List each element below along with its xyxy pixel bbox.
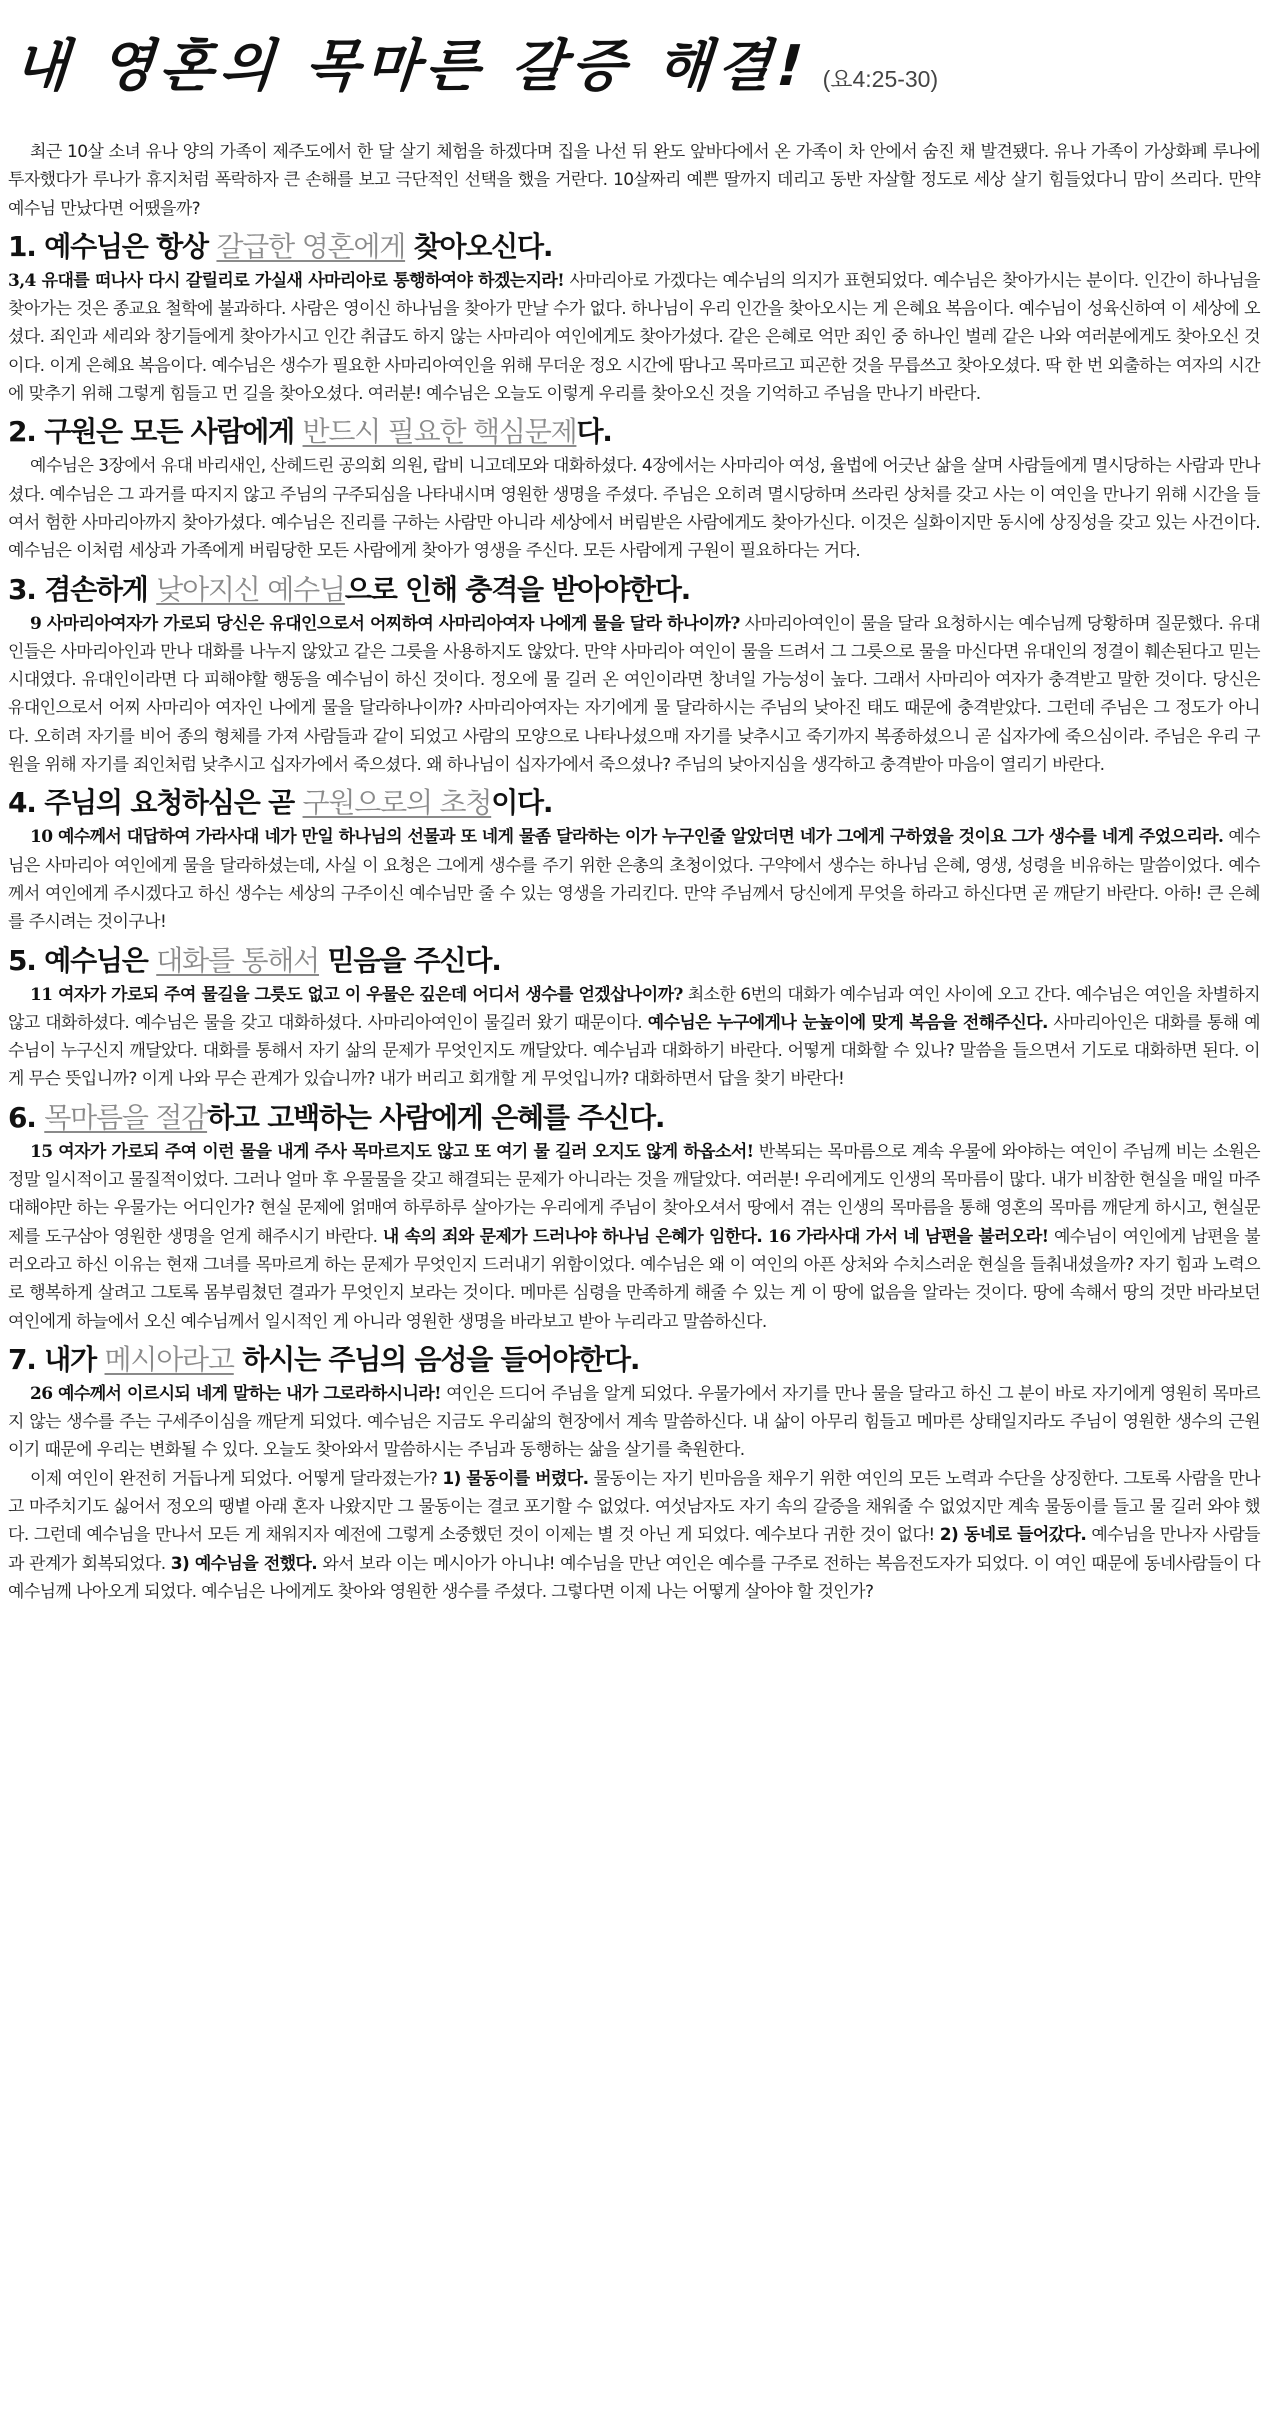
section-paragraph: 3,4 유대를 떠나사 다시 갈릴리로 가실새 사마리아로 통행하여야 하겠는지라! 사마리아로 가겠다는 예수님의 의지가 표현되었다. 예수님은 찾아가시는 분이다. 인간이 하나님을 찾아가는 것은 종교요 철학에 불과하다. 사람은 영이신 하나님을 찾아가 만날 수가 없다. 하나님이 우리 인간을 찾아오시는 게 은혜요 복음이다. 예수님이 성육신하여 이 세상에 오셨다. 죄인과 세리와 창기들에게 찾아가시고 인간 취급도 하지 않는 사마리아 여인에게도 찾아가셨다. 같은 은혜로 억만 죄인 중 하나인 벌레 같은 나와 여러분에게도 찾아오신 것이다. 이게 은혜요 복음이다. 예수님은 생수가 필요한 사마리아여인을 위해 무더운 정오 시간에 땀나고 목마르고 피곤한 것을 무릅쓰고 찾아오셨다. 딱 한 번 외출하는 여자의 시간에 맞추기 위해 그렇게 힘들고 먼 길을 찾아오셨다. 여러분! 예수님은 오늘도 이렇게 우리를 찾아오신 것을 기억하고 주님을 만나기 바란다. — [8, 270, 1260, 405]
section-heading: 7. 내가 메시아라고 하시는 주님의 음성을 들어야한다. — [8, 1342, 640, 1376]
scripture-reference: (요4:25-30) — [822, 66, 939, 92]
emphasis-text: 내 속의 죄와 문제가 드러나야 하나님 은혜가 임한다. — [382, 1226, 763, 1247]
scripture-quote: 10 예수께서 대답하여 가라사대 네가 만일 하나님의 선물과 또 네게 물좀 달라하는 이가 누구인줄 알았더면 네가 그에게 구하였을 것이요 그가 생수를 네게 주었으리라. — [30, 827, 1224, 848]
emphasis-text: 2) 동네로 들어갔다. — [939, 1525, 1087, 1546]
section-2 — [8, 412, 1260, 565]
highlighted-phrase: 반드시 필요한 핵심문제 — [302, 415, 577, 449]
scripture-quote: 16 가라사대 가서 네 남편을 불러오라! — [762, 1226, 1049, 1247]
highlighted-phrase: 메시아라고 — [104, 1342, 234, 1376]
section-1 — [8, 227, 1260, 408]
section-paragraph: 11 여자가 가로되 주여 물길을 그릇도 없고 이 우물은 깊은데 어디서 생수를 얻겠삽나이까? 최소한 6번의 대화가 예수님과 여인 사이에 오고 간다. 예수님은 여인을 차별하지 않고 대화하셨다. 예수님은 물을 갖고 대화하셨다. 사마리아여인이 물길러 왔기 때문이다. 예수님은 누구에게나 눈높이에 맞게 복음을 전해주신다. 사마리아인은 대화를 통해 예수님이 누구신지 깨달았다. 대화를 통해서 자기 삶의 문제가 무엇인지도 깨달았다. 예수님과 대화하기 바란다. 어떻게 대화할 수 있나? 말씀을 들으면서 기도로 대화하면 된다. 이게 무슨 뜻입니까? 이게 나와 무슨 관계가 있습니까? 내가 버리고 회개할 게 무엇입니까? 대화하면서 답을 찾기 바란다! — [8, 984, 1260, 1090]
section-4 — [8, 783, 1260, 936]
highlighted-phrase: 대화를 통해서 — [156, 943, 320, 977]
section-heading: 4. 주님의 요청하심은 곧 구원으로의 초청이다. — [8, 786, 553, 820]
page-title: 내 영혼의 목마른 갈증 해결! — [11, 34, 811, 99]
scripture-quote: 26 예수께서 이르시되 네게 말하는 내가 그로라하시니라! — [30, 1383, 441, 1404]
section-heading: 1. 예수님은 항상 갈급한 영혼에게 찾아오신다. — [8, 229, 553, 263]
scripture-quote: 3,4 유대를 떠나사 다시 갈릴리로 가실새 사마리아로 통행하여야 하겠는지라! — [8, 270, 565, 291]
emphasis-text: 예수님은 누구에게나 눈높이에 맞게 복음을 전해주신다. — [647, 1012, 1048, 1033]
section-paragraph: 9 사마리아여자가 가로되 당신은 유대인으로서 어찌하여 사마리아여자 나에게 물을 달라 하나이까? 사마리아여인이 물을 달라 요청하시는 예수님께 당황하며 질문했다. 유대인들은 사마리아인과 만나 대화를 나누지 않았고 같은 그릇을 사용하지도 않았다. 만약 사마리아 여인이 물을 드려서 그 그릇으로 물을 마신다면 유대인의 정결이 훼손된다고 믿는 시대였다. 유대인이라면 다 피해야할 행동을 예수님이 하신 것이다. 정오에 물 길러 온 여인이라면 창녀일 가능성이 높다. 그래서 사마리아 여자가 충격받고 말한 것이다. 당신은 유대인으로서 어찌 사마리아 여자인 나에게 물을 달라하나이까? 사마리아여자는 자기에게 물 달라하시는 주님의 낮아진 태도 때문에 충격받았다. 그런데 주님은 그 정도가 아니다. 오히려 자기를 비어 종의 형체를 가져 사람들과 같이 되었고 사람의 모양으로 나타나셨으매 자기를 낮추시고 죽기까지 복종하셨으니 곧 십자가에 죽으심이라. 주님은 우리 구원을 위해 자기를 죄인처럼 낮추시고 십자가에서 죽으셨다. 왜 하나님이 십자가에서 죽으셨나? 주님의 낮아지심을 생각하고 충격받아 마음이 열리기 바란다. — [8, 613, 1260, 776]
section-heading: 6. 목마름을 절감하고 고백하는 사람에게 은혜를 주신다. — [8, 1100, 665, 1134]
section-heading: 5. 예수님은 대화를 통해서 믿음을 주신다. — [8, 943, 501, 977]
section-paragraph: 예수님은 3장에서 유대 바리새인, 산헤드린 공의회 의원, 랍비 니고데모와 대화하셨다. 4장에서는 사마리아 여성, 율법에 어긋난 삶을 살며 사람들에게 멸시당하는 사람과 만나셨다. 예수님은 그 과거를 따지지 않고 주님의 구주되심을 나타내시며 영원한 생명을 주셨다. 주님은 오히려 멸시당하며 쓰라린 상처를 갖고 사는 이 여인을 만나기 위해 시간을 들여서 험한 사마리아까지 찾아가셨다. 예수님은 진리를 구하는 사람만 아니라 세상에서 버림받은 사람에게도 찾아가신다. 이것은 실화이지만 동시에 상징성을 갖고 있는 사건이다. 예수님은 이처럼 세상과 가족에게 버림당한 모든 사람에게 찾아가 영생을 주신다. 모든 사람에게 구원이 필요하다는 거다. — [8, 456, 1260, 562]
section-6 — [8, 1098, 1260, 1336]
scripture-quote: 9 사마리아여자가 가로되 당신은 유대인으로서 어찌하여 사마리아여자 나에게 물을 달라 하나이까? — [30, 613, 740, 634]
highlighted-phrase: 구원으로의 초청 — [302, 786, 492, 820]
section-paragraph: 26 예수께서 이르시되 네게 말하는 내가 그로라하시니라! 여인은 드디어 주님을 알게 되었다. 우물가에서 자기를 만나 물을 달라고 하신 그 분이 바로 자기에게 영원히 목마르지 않는 생수를 주는 구세주이심을 깨닫게 되었다. 예수님은 지금도 우리삶의 현장에서 계속 말씀하신다. 내 삶이 아무리 힘들고 메마른 상태일지라도 주님이 영원한 생수의 근원이기 때문에 우리는 변화될 수 있다. 오늘도 찾아와서 말씀하시는 주님과 동행하는 삶을 살기를 축원한다. — [8, 1383, 1260, 1461]
emphasis-text: 3) 예수님을 전했다. — [170, 1553, 318, 1574]
section-paragraph: 15 여자가 가로되 주여 이런 물을 내게 주사 목마르지도 않고 또 여기 물 길러 오지도 않게 하옵소서! 반복되는 목마름으로 계속 우물에 와야하는 여인이 주님께 비는 소원은 정말 일시적이고 물질적이었다. 그러나 얼마 후 우물물을 갖고 해결되는 문제가 아니라는 것을 깨달았다. 여러분! 우리에게도 인생의 목마름이 많다. 내가 비참한 현실을 매일 마주 대해야만 하는 우물가는 어디인가? 현실 문제에 얽매여 하루하루 살아가는 우리에게 주님이 찾아오셔서 땅에서 겪는 인생의 목마름을 통해 영혼의 목마름 깨닫게 하시고, 현실문제를 도구삼아 영원한 생명을 얻게 해주시기 바란다. 내 속의 죄와 문제가 드러나야 하나님 은혜가 임한다. 16 가라사대 가서 네 남편을 불러오라! 예수님이 여인에게 남편을 불러오라고 하신 이유는 현재 그녀를 목마르게 하는 문제가 무엇인지 드러내기 위함이었다. 예수님은 왜 이 여인의 아픈 상처와 수치스러운 현실을 들춰내셨을까? 자기 힘과 노력으로 행복하게 살려고 그토록 몸부림쳤던 결과가 무엇인지 보라는 것이다. 메마른 심령을 만족하게 해줄 수 있는 게 이 땅에 없음을 알라는 것이다. 땅에 속해서 땅의 것만 바라보던 여인에게 하늘에서 오신 예수님께서 일시적인 게 아니라 영원한 생명을 바라보고 받아 누리라고 말씀하신다. — [8, 1141, 1261, 1332]
highlighted-phrase: 낮아지신 예수님 — [156, 572, 345, 606]
header — [8, 6, 1260, 106]
section-heading: 3. 겸손하게 낮아지신 예수님으로 인해 충격을 받아야한다. — [8, 572, 691, 606]
section-paragraph: 10 예수께서 대답하여 가라사대 네가 만일 하나님의 선물과 또 네게 물좀 달라하는 이가 누구인줄 알았더면 네가 그에게 구하였을 것이요 그가 생수를 네게 주었으리라. 예수님은 사마리아 여인에게 물을 달라하셨는데, 사실 이 요청은 그에게 생수를 주기 위한 은총의 초청이었다. 구약에서 생수는 하나님 은혜, 영생, 성령을 비유하는 말씀이었다. 예수께서 여인에게 주시겠다고 하신 생수는 세상의 구주이신 예수님만 줄 수 있는 영생을 가리킨다. 만약 주님께서 당신에게 무엇을 하라고 하신다면 곧 깨닫기 바란다. 아하! 큰 은혜를 주시려는 것이구나! — [8, 827, 1260, 933]
section-3 — [8, 570, 1260, 780]
section-7 — [8, 1340, 1260, 1606]
highlighted-phrase: 갈급한 영혼에게 — [216, 229, 406, 263]
scripture-quote: 15 여자가 가로되 주여 이런 물을 내게 주사 목마르지도 않고 또 여기 물 길러 오지도 않게 하옵소서! — [30, 1141, 754, 1162]
scripture-quote: 11 여자가 가로되 주여 물길을 그릇도 없고 이 우물은 깊은데 어디서 생수를 얻겠삽나이까? — [30, 984, 683, 1005]
intro-paragraph: 최근 10살 소녀 유나 양의 가족이 제주도에서 한 달 살기 체험을 하겠다며 집을 나선 뒤 완도 앞바다에서 온 가족이 차 안에서 숨진 채 발견됐다. 유나 가족이 가상화폐 루나에 투자했다가 루나가 휴지처럼 폭락하자 큰 손해를 보고 극단적인 선택을 했을 거란다. 10살짜리 예쁜 딸까지 데리고 동반 자살할 정도로 세상 살기 힘들었다니 맘이 쓰리다. 만약 예수님 만났다면 어땠을까? — [8, 142, 1260, 219]
emphasis-text: 1) 물동이를 버렸다. — [442, 1468, 589, 1489]
section-heading: 2. 구원은 모든 사람에게 반드시 필요한 핵심문제다. — [8, 415, 612, 449]
section-5 — [8, 941, 1260, 1094]
highlighted-phrase: 목마름을 절감 — [44, 1100, 208, 1134]
section-paragraph: 이제 여인이 완전히 거듭나게 되었다. 어떻게 달라졌는가? 1) 물동이를 버렸다. 물동이는 자기 빈마음을 채우기 위한 여인의 모든 노력과 수단을 상징한다. 그토록 사람을 만나고 마주치기도 싫어서 정오의 땡볕 아래 혼자 나왔지만 그 물동이는 결코 포기할 수 없었다. 여섯남자도 자기 속의 갈증을 채워줄 수 없었지만 계속 물동이를 들고 물 길러 와야 했다. 그런데 예수님을 만나서 모든 게 채워지자 예전에 그렇게 소중했던 것이 이제는 별 것 아닌 게 되었다. 예수보다 귀한 것이 없다! 2) 동네로 들어갔다. 예수님을 만나자 사람들과 관계가 회복되었다. 3) 예수님을 전했다. 와서 보라 이는 메시아가 아니냐! 예수님을 만난 여인은 예수를 구주로 전하는 복음전도자가 되었다. 이 여인 때문에 동네사람들이 다 예수님께 나아오게 되었다. 예수님은 나에게도 찾아와 영원한 생수를 주셨다. 그렇다면 이제 나는 어떻게 살아야 할 것인가? — [8, 1468, 1260, 1602]
